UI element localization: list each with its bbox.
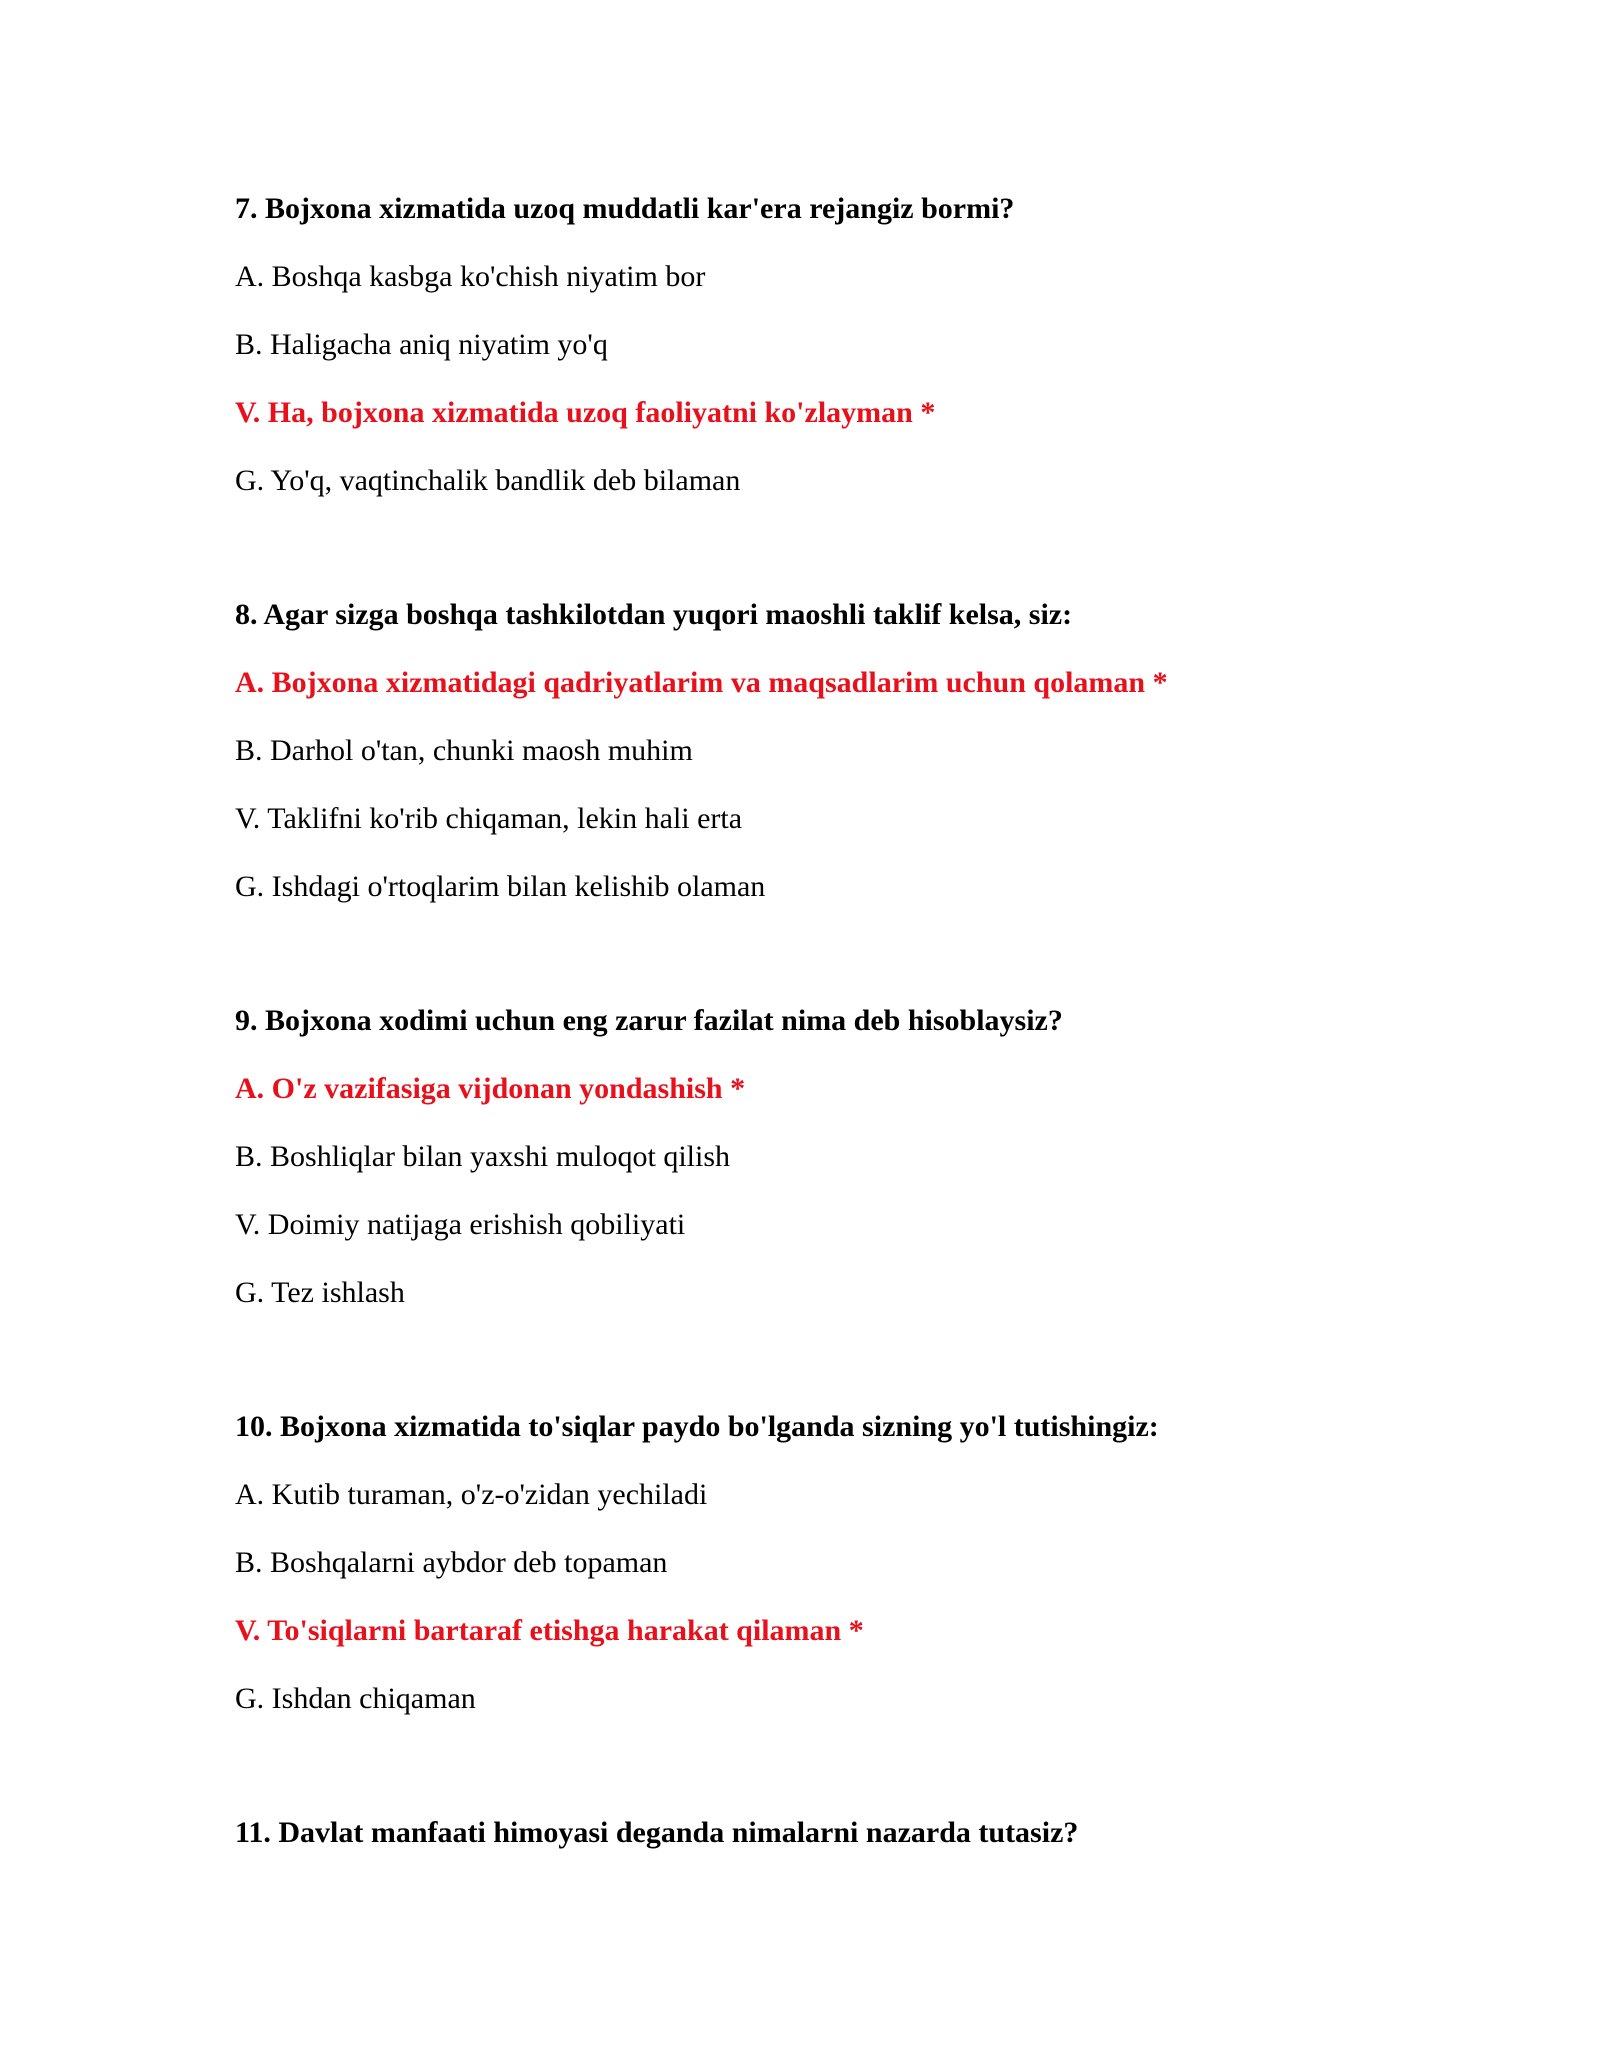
answer-option-b: B. Boshliqlar bilan yaxshi muloqot qilish bbox=[235, 1140, 730, 1173]
question-block-9 bbox=[235, 1003, 1435, 1343]
answer-option-v: V. Doimiy natijaga erishish qobiliyati bbox=[235, 1208, 686, 1241]
answer-option-a: A. Boshqa kasbga ko'chish niyatim bor bbox=[235, 260, 706, 293]
correct-answer-option-a: A. Bojxona xizmatidagi qadriyatlarim va maqsadlarim uchun qolaman * bbox=[235, 666, 1168, 699]
correct-answer-option-a: A. O'z vazifasiga vijdonan yondashish * bbox=[235, 1072, 746, 1105]
answer-option-b: B. Haligacha aniq niyatim yo'q bbox=[235, 328, 608, 361]
question-title: 8. Agar sizga boshqa tashkilotdan yuqori maoshli taklif kelsa, siz: bbox=[235, 598, 1073, 631]
question-title: 10. Bojxona xizmatida to'siqlar paydo bo'lganda sizning yo'l tutishingiz: bbox=[235, 1410, 1159, 1443]
question-block-7 bbox=[235, 191, 1435, 531]
answer-option-b: B. Darhol o'tan, chunki maosh muhim bbox=[235, 734, 693, 767]
answer-option-g: G. Tez ishlash bbox=[235, 1276, 405, 1309]
answer-option-b: B. Boshqalarni aybdor deb topaman bbox=[235, 1546, 668, 1579]
answer-option-g: G. Yo'q, vaqtinchalik bandlik deb bilaman bbox=[235, 464, 741, 497]
answer-option-a: A. Kutib turaman, o'z-o'zidan yechiladi bbox=[235, 1478, 708, 1511]
correct-answer-option-v: V. Ha, bojxona xizmatida uzoq faoliyatni ko'zlayman * bbox=[235, 396, 936, 429]
question-title: 9. Bojxona xodimi uchun eng zarur fazilat nima deb hisoblaysiz? bbox=[235, 1004, 1063, 1037]
answer-option-v: V. Taklifni ko'rib chiqaman, lekin hali erta bbox=[235, 802, 743, 835]
question-title: 7. Bojxona xizmatida uzoq muddatli kar'era rejangiz bormi? bbox=[235, 192, 1015, 225]
question-block-11 bbox=[235, 1815, 1435, 1883]
answer-option-g: G. Ishdagi o'rtoqlarim bilan kelishib olaman bbox=[235, 870, 766, 903]
question-block-8 bbox=[235, 597, 1435, 937]
question-block-10 bbox=[235, 1409, 1435, 1749]
question-title: 11. Davlat manfaati himoyasi deganda nimalarni nazarda tutasiz? bbox=[235, 1816, 1079, 1849]
answer-option-g: G. Ishdan chiqaman bbox=[235, 1682, 476, 1715]
correct-answer-option-v: V. To'siqlarni bartaraf etishga harakat qilaman * bbox=[235, 1614, 864, 1647]
